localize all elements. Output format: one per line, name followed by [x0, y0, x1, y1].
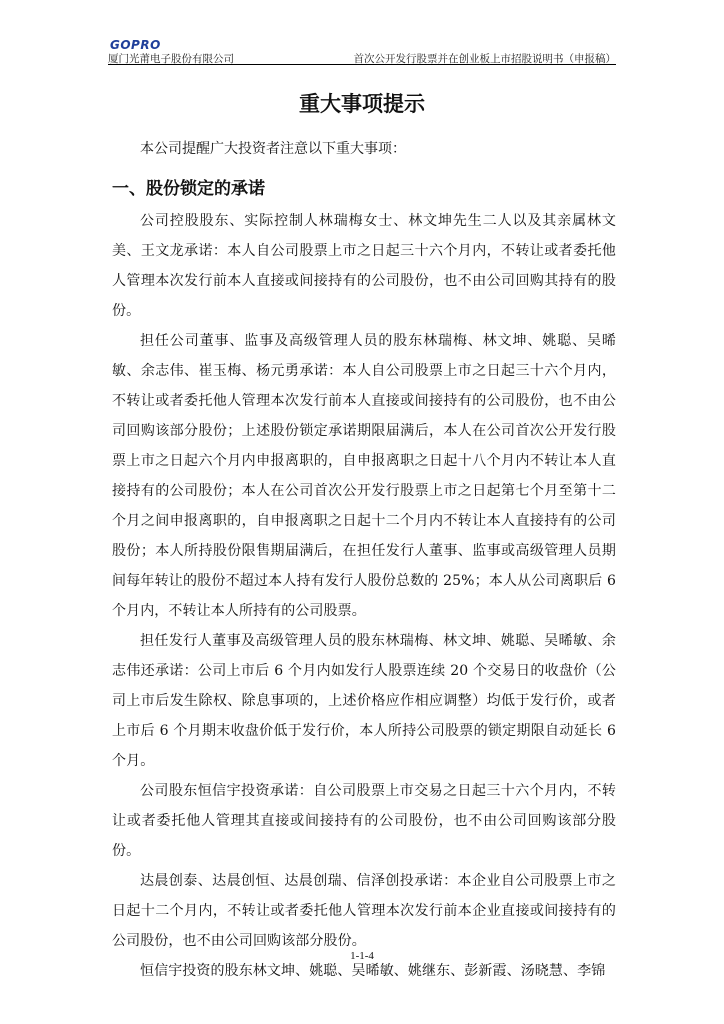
intro-text: 本公司提醒广大投资者注意以下重大事项：: [140, 141, 406, 157]
page-title: 重大事项提示: [299, 92, 425, 116]
body-text: [112, 206, 616, 986]
header-company-name: 厦门光莆电子股份有限公司: [108, 53, 234, 65]
page-number: 1-1-4: [350, 950, 374, 962]
page-header: [108, 38, 616, 65]
paragraph: 担任公司董事、监事及高级管理人员的股东林瑞梅、林文坤、姚聪、吴晞敏、余志伟、崔玉梅、杨元勇承诺：本人自公司股票上市之日起三十六个月内，不转让或者委托他人管理本次发行前本人直接或间接持有的公司股份，也不由公司回购该部分股份；上述股份锁定承诺期限届满后，本人在公司首次公开发行股票上市之日起六个月内申报离职的，自申报离职之日起十八个月内不转让本人直接持有的公司股份；本人在公司首次公开发行股票上市之日起第七个月至第十二个月之间申报离职的，自申报离职之日起十二个月内不转让本人直接持有的公司股份；本人所持股份限售期届满后，在担任发行人董事、监事或高级管理人员期间每年转让的股份不超过本人持有发行人股份总数的 25%；本人从公司离职后 6 个月内，不转让本人所持有的公司股票。: [112, 333, 616, 619]
company-logo: GOPRO: [110, 38, 161, 52]
header-document-title: 首次公开发行股票并在创业板上市招股说明书（申报稿）: [353, 53, 616, 65]
section-heading: 一、股份锁定的承诺: [112, 179, 265, 199]
paragraph: 担任发行人董事及高级管理人员的股东林瑞梅、林文坤、姚聪、吴晞敏、余志伟还承诺：公司上市后 6 个月内如发行人股票连续 20 个交易日的收盘价（公司上市后发生除权、除息事项的，上述价格应作相应调整）均低于发行价，或者上市后 6 个月期末收盘价低于发行价，本人所持公司股票的锁定期限自动延长 6 个月。: [112, 633, 616, 769]
paragraph: 公司控股股东、实际控制人林瑞梅女士、林文坤先生二人以及其亲属林文美、王文龙承诺：本人自公司股票上市之日起三十六个月内，不转让或者委托他人管理本次发行前本人直接或间接持有的公司股份，也不由公司回购其持有的股份。: [112, 213, 616, 319]
paragraph: 公司股东恒信宇投资承诺：自公司股票上市交易之日起三十六个月内，不转让或者委托他人管理其直接或间接持有的公司股份，也不由公司回购该部分股份。: [112, 783, 616, 859]
paragraph: 恒信宇投资的股东林文坤、姚聪、吴晞敏、姚继东、彭新霞、汤晓慧、李锦: [140, 963, 606, 979]
paragraph: 达晨创泰、达晨创恒、达晨创瑞、信泽创投承诺：本企业自公司股票上市之日起十二个月内，不转让或者委托他人管理本次发行前本企业直接或间接持有的公司股份，也不由公司回购该部分股份。: [112, 873, 616, 949]
